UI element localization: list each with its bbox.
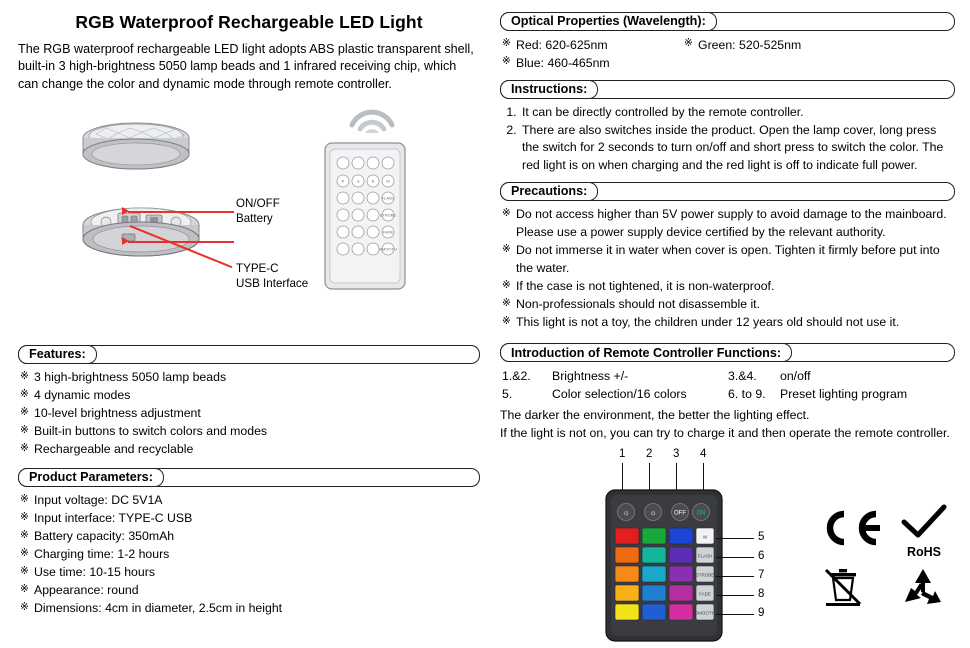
list-item [502, 296, 955, 314]
product-illustration [18, 99, 480, 339]
remote-diagram [500, 448, 955, 648]
list-item [20, 492, 480, 510]
diagram-number-6: 6 [758, 549, 765, 562]
fn-text: Brightness +/- [552, 369, 629, 384]
list-item [20, 387, 480, 405]
bullet-marker: ※ [502, 37, 511, 49]
crossed-out-bin-icon [822, 566, 864, 608]
bullet-marker: ※ [20, 406, 29, 419]
bullet-marker: ※ [502, 242, 511, 255]
optical-header [500, 12, 955, 32]
diagram-number-2: 2 [646, 447, 653, 460]
svg-text:W: W [386, 178, 390, 184]
bullet-marker: ※ [20, 492, 29, 505]
recycle-mark [900, 566, 946, 613]
diagram-number-9: 9 [758, 606, 765, 619]
callout-line-usb [128, 241, 234, 243]
svg-text:FADE: FADE [382, 229, 394, 235]
leader-line-3 [676, 463, 677, 491]
bullet-marker: ※ [20, 546, 29, 559]
diagram-number-3: 3 [673, 447, 680, 460]
svg-text:☼: ☼ [622, 507, 630, 517]
leader-line-1 [622, 463, 623, 491]
svg-text:B: B [371, 178, 375, 184]
parameter-text: Input voltage: DC 5V1A [34, 492, 163, 507]
callout-arrow-onoff [122, 207, 129, 215]
bullet-marker: ※ [20, 564, 29, 577]
feature-text: Built-in buttons to switch colors and modes [34, 423, 268, 438]
precaution-text: Non-professionals should not disassemble it. [516, 296, 761, 311]
parameter-text: Input interface: TYPE-C USB [34, 510, 193, 525]
fn-number: 3.&4. [728, 369, 757, 384]
bullet-marker: ※ [502, 314, 511, 327]
leader-line-6 [716, 557, 754, 558]
instructions-heading-text: Instructions: [511, 82, 588, 97]
list-item [20, 369, 480, 387]
list-item [502, 278, 955, 296]
optical-heading-text: Optical Properties (Wavelength): [511, 14, 706, 29]
instructions-list [500, 104, 955, 174]
remote-keypad-diagram [604, 488, 724, 643]
parameter-text: Use time: 10-15 hours [34, 564, 155, 579]
bullet-marker: ※ [502, 206, 511, 219]
fn-number: 6. to 9. [728, 387, 766, 402]
list-item [502, 206, 955, 242]
feature-text: 3 high-brightness 5050 lamp beads [34, 370, 227, 385]
callout-arrow-usb [122, 237, 129, 245]
page-title: RGB Waterproof Rechargeable LED Light [75, 12, 423, 32]
diagram-number-1: 1 [619, 447, 626, 460]
features-header [18, 345, 480, 365]
bullet-marker: ※ [20, 423, 29, 436]
leader-line-7 [716, 576, 754, 577]
leader-line-8 [716, 595, 754, 596]
fn-number: 5. [502, 387, 513, 402]
callout-usb-line1: TYPE-C [236, 262, 279, 276]
parameter-text: Appearance: round [34, 582, 139, 597]
rohs-mark [898, 504, 950, 559]
svg-text:OFF: OFF [674, 510, 686, 517]
ce-icon [818, 510, 882, 546]
svg-text:FLASH: FLASH [381, 195, 395, 201]
parameters-list [18, 492, 480, 618]
parameter-text: Battery capacity: 350mAh [34, 528, 175, 543]
diagram-number-8: 8 [758, 587, 765, 600]
features-list [18, 369, 480, 459]
svg-text:SMOOTH: SMOOTH [379, 246, 397, 252]
recycle-icon [900, 566, 946, 608]
svg-text:W: W [702, 534, 708, 540]
remote-note-2: If the light is not on, you can try to charge it and then operate the remote controller. [500, 425, 950, 440]
list-item: 1. It can be directly controlled by the remote controller. [520, 104, 955, 121]
svg-text:R: R [341, 178, 345, 184]
wireless-signal-icon [348, 107, 396, 133]
svg-text:FLASH: FLASH [697, 553, 713, 559]
ce-mark [818, 510, 882, 551]
fn-text: Preset lighting program [780, 387, 908, 402]
precaution-text: Do not immerse it in water when cover is open. Tighten it firmly before put into the water. [516, 242, 940, 275]
feature-text: 4 dynamic modes [34, 388, 131, 403]
list-item [502, 242, 955, 278]
bullet-marker: ※ [502, 278, 511, 291]
precaution-text: If the case is not tightened, it is non-waterproof. [516, 278, 775, 293]
remote-functions-heading-text: Introduction of Remote Controller Functions: [511, 345, 782, 360]
bullet-marker: ※ [502, 55, 511, 67]
left-column [18, 8, 480, 618]
instructions-header [500, 80, 955, 100]
leader-line-5 [716, 538, 754, 539]
table-row [500, 385, 955, 403]
feature-text: 10-level brightness adjustment [34, 406, 201, 421]
list-item [20, 528, 480, 546]
svg-text:☼: ☼ [649, 507, 657, 517]
bullet-marker: ※ [20, 528, 29, 541]
check-icon [898, 504, 950, 540]
precautions-header [500, 182, 955, 202]
diagram-number-4: 4 [700, 447, 707, 460]
fn-text: on/off [780, 369, 811, 384]
lamp-top-view-image [76, 121, 196, 173]
table-row [500, 367, 955, 385]
optical-row [502, 36, 955, 54]
parameter-text: Charging time: 1-2 hours [34, 546, 170, 561]
callout-onoff-line1: ON/OFF [236, 197, 280, 211]
bullet-marker: ※ [20, 510, 29, 523]
list-item: 2. There are also switches inside the product. Open the lamp cover, long press the switch for 2 seconds to turn on/off and short press to switch the color. The red light is on when charging and the red light is off to indicate full power. [520, 122, 955, 174]
bullet-marker: ※ [20, 388, 29, 401]
optical-blue: Blue: 460-465nm [516, 56, 610, 70]
bullet-marker: ※ [20, 370, 29, 383]
rohs-label: RoHS [906, 544, 942, 559]
precaution-text: This light is not a toy, the children under 12 years old should not use it. [516, 314, 900, 329]
precaution-text: Do not access higher than 5V power supply to avoid damage to the mainboard. Please use a power supply device certified by the relevant authority. [516, 206, 947, 239]
leader-line-4 [703, 463, 704, 491]
feature-text: Rechargeable and recyclable [34, 441, 194, 456]
bullet-marker: ※ [20, 441, 29, 454]
callout-usb-line2: USB Interface [236, 276, 309, 290]
bullet-marker: ※ [684, 37, 693, 49]
svg-text:G: G [356, 178, 360, 184]
callout-label-usb [236, 262, 308, 291]
optical-red: Red: 620-625nm [516, 38, 608, 52]
list-item [20, 441, 480, 459]
svg-text:ON: ON [696, 510, 706, 517]
fn-number: 1.&2. [502, 369, 531, 384]
diagram-number-7: 7 [758, 568, 765, 581]
optical-values [500, 36, 955, 72]
svg-text:STROBE: STROBE [695, 572, 715, 578]
optical-row [502, 54, 955, 72]
svg-text:FADE: FADE [699, 591, 711, 597]
callout-line-onoff [128, 211, 234, 213]
diagram-number-5: 5 [758, 530, 765, 543]
list-item [20, 510, 480, 528]
parameters-heading-text: Product Parameters: [29, 470, 153, 485]
bullet-marker: ※ [502, 296, 511, 309]
list-item [20, 600, 480, 618]
callout-onoff-line2: Battery [236, 211, 273, 225]
intro-paragraph: The RGB waterproof rechargeable LED light adopts ABS plastic transparent shell, built-in 3 high-brightness 5050 lamp beads and 1 infrared receiving chip, which can change the color and dynamic mode through remote controller. [18, 42, 474, 91]
callout-label-onoff [236, 197, 280, 226]
lamp-open-view-image [76, 191, 206, 263]
bullet-marker: ※ [20, 600, 29, 613]
remote-controller-image [323, 141, 407, 291]
list-item [20, 546, 480, 564]
remote-functions-header [500, 343, 955, 363]
right-column [500, 8, 955, 648]
leader-line-9 [716, 614, 754, 615]
list-item [502, 314, 955, 332]
precautions-heading-text: Precautions: [511, 184, 588, 199]
features-heading-text: Features: [29, 347, 86, 362]
list-item [20, 423, 480, 441]
list-item [20, 582, 480, 600]
weee-mark [822, 566, 864, 613]
svg-text:STROBE: STROBE [379, 212, 397, 218]
remote-functions-table [500, 367, 955, 403]
list-item [20, 564, 480, 582]
bullet-marker: ※ [20, 582, 29, 595]
parameter-text: Dimensions: 4cm in diameter, 2.5cm in height [34, 600, 283, 615]
leader-line-2 [649, 463, 650, 491]
parameters-header [18, 468, 480, 488]
list-item [20, 405, 480, 423]
optical-green: Green: 520-525nm [698, 38, 802, 52]
remote-note-1: The darker the environment, the better the lighting effect. [500, 408, 810, 423]
svg-text:SMOOTH: SMOOTH [695, 610, 715, 616]
precautions-list [500, 206, 955, 332]
fn-text: Color selection/16 colors [552, 387, 687, 402]
